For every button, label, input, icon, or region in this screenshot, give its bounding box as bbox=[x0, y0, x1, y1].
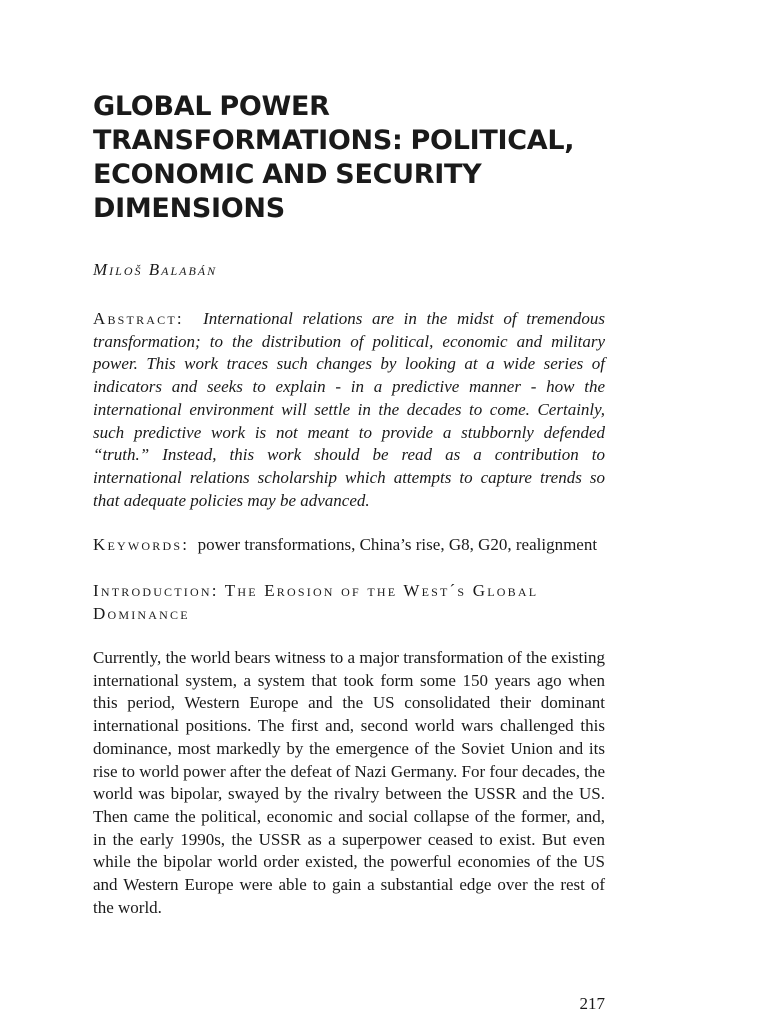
keywords-paragraph bbox=[93, 534, 605, 557]
page-number: 217 bbox=[579, 994, 605, 1013]
keywords-text: power transformations, China’s rise, G8, G20, realignment bbox=[197, 535, 598, 555]
page-content bbox=[93, 90, 605, 919]
body-paragraph: Currently, the world bears witness to a major transformation of the existing international system, a system that took form some 150 years ago when this period, Western Europe and the US consolidated their dominant international positions. The first and, second world wars challenged this dominance, most markedly by the emergence of the Soviet Union and its rise to world power after the defeat of Nazi Germany. For four decades, the world was bipolar, swayed by the rivalry between the USSR and the US. Then came the political, economic and social collapse of the former, and, in the early 1990s, the USSR as a superpower ceased to exist. But even while the bipolar world order existed, the powerful economies of the US and Western Europe were able to gain a substantial edge over the rest of the world. bbox=[93, 648, 605, 917]
article-title: GLOBAL POWER TRANSFORMATIONS: POLITICAL, ECONOMIC AND SECURITY DIMENSIONS bbox=[93, 91, 575, 224]
abstract-label: Abstract: bbox=[93, 309, 184, 328]
abstract-text: International relations are in the midst of tremendous transformation; to the distribution of political, economic and military power. This work traces such changes by looking at a wide series of indicators and seeks to explain - in a predictive manner - how the international environment will settle in the decades to come. Certainly, such predictive work is not meant to provide a stubbornly defended “truth.” Instead, this work should be read as a contribution to international relations scholarship which attempts to capture trends so that adequate policies may be advanced. bbox=[93, 309, 606, 510]
section-heading: Introduction: The Erosion of the West´s Global Dominance bbox=[93, 581, 539, 624]
abstract-paragraph bbox=[93, 308, 605, 512]
author-name: Miloš Balabán bbox=[93, 260, 218, 279]
keywords-label: Keywords: bbox=[93, 535, 190, 555]
